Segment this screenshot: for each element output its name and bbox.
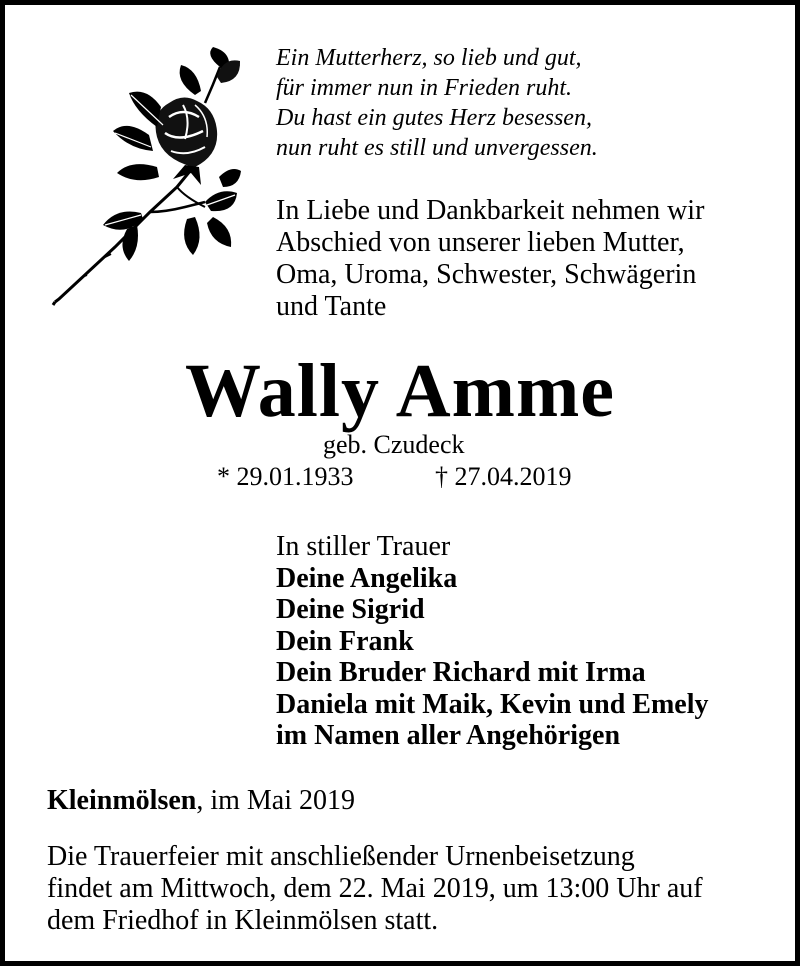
intro-line: In Liebe und Dankbarkeit nehmen wir xyxy=(276,195,705,226)
death-date: † 27.04.2019 xyxy=(435,462,572,491)
intro-line: Abschied von unserer lieben Mutter, xyxy=(276,227,685,258)
mourner-name: Deine Angelika xyxy=(276,562,458,594)
notice-date: , im Mai 2019 xyxy=(196,785,356,816)
service-line: dem Friedhof in Kleinmölsen statt. xyxy=(47,905,439,936)
mourners-list xyxy=(276,531,708,752)
place-and-date xyxy=(47,785,355,817)
mourner-name: im Namen aller Angehörigen xyxy=(276,720,621,751)
mourning-heading: In stiller Trauer xyxy=(276,531,451,562)
poem-line: Ein Mutterherz, so lieb und gut, xyxy=(276,45,582,71)
memorial-poem xyxy=(276,43,598,163)
intro-line: Oma, Uroma, Schwester, Schwägerin xyxy=(276,259,697,290)
rose-icon xyxy=(45,47,245,309)
mourner-name: Deine Sigrid xyxy=(276,594,425,625)
service-line: findet am Mittwoch, dem 22. Mai 2019, um 13:00 Uhr auf xyxy=(47,873,703,904)
poem-line: für immer nun in Frieden ruht. xyxy=(276,75,572,101)
poem-line: nun ruht es still und unvergessen. xyxy=(276,135,598,161)
birth-name: geb. Czudeck xyxy=(323,430,465,459)
funeral-service-info xyxy=(47,841,703,937)
poem-line: Du hast ein gutes Herz besessen, xyxy=(276,105,592,131)
mourner-name: Daniela mit Maik, Kevin und Emely xyxy=(276,688,709,720)
birth-date: * 29.01.1933 xyxy=(217,462,354,491)
service-line: Die Trauerfeier mit anschließender Urnenbeisetzung xyxy=(47,841,635,872)
deceased-name: Wally Amme xyxy=(184,349,616,433)
farewell-text xyxy=(276,195,704,323)
intro-line: und Tante xyxy=(276,291,387,322)
place-name: Kleinmölsen xyxy=(47,785,197,816)
mourner-name: Dein Frank xyxy=(276,625,414,657)
mourner-name: Dein Bruder Richard mit Irma xyxy=(276,657,646,688)
